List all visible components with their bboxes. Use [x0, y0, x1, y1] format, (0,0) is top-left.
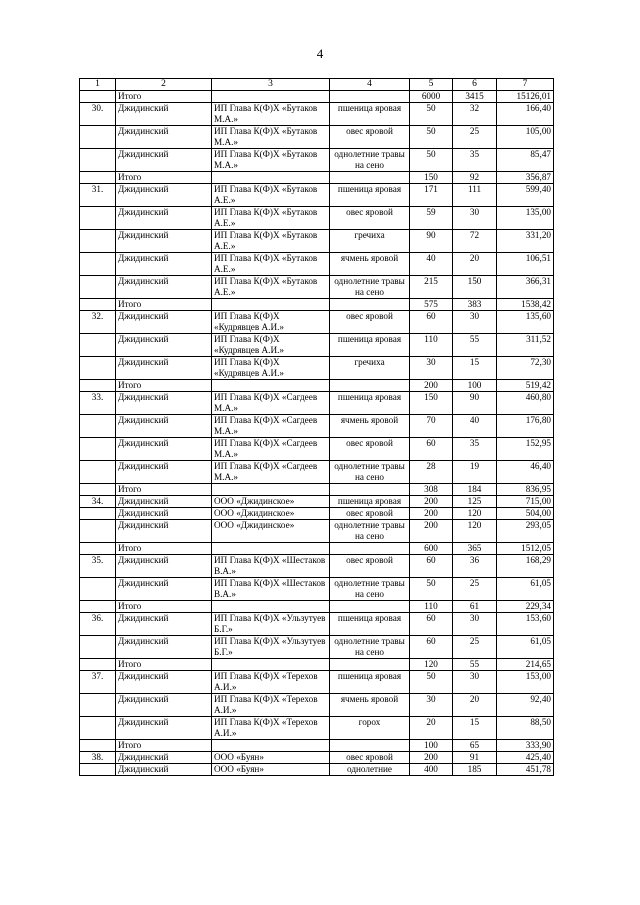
farm-cell: ИП Глава К(Ф)Х «Сагдеев М.А.» [212, 392, 330, 415]
total-label-cell: Итого [116, 91, 212, 103]
farm-cell [212, 659, 330, 671]
district-cell: Джидинский [116, 578, 212, 601]
district-cell: Джидинский [116, 555, 212, 578]
total-col7-cell: 1512,05 [497, 543, 554, 555]
col5-cell: 400 [410, 764, 453, 776]
farm-cell [212, 543, 330, 555]
col7-cell: 599,40 [497, 184, 554, 207]
row-number-cell [80, 172, 116, 184]
col7-cell: 311,52 [497, 334, 554, 357]
farm-cell: ИП Глава К(Ф)Х «Бутаков М.А.» [212, 126, 330, 149]
row-number-cell [80, 299, 116, 311]
farm-cell: ООО «Буян» [212, 764, 330, 776]
col7-cell: 105,00 [497, 126, 554, 149]
row-number-cell [80, 126, 116, 149]
district-cell: Джидинский [116, 717, 212, 740]
row-number-cell: 30. [80, 103, 116, 126]
total-label-cell: Итого [116, 299, 212, 311]
crop-cell [330, 91, 410, 103]
district-cell: Джидинский [116, 103, 212, 126]
table-row [80, 671, 554, 694]
row-number-cell [80, 415, 116, 438]
col5-cell: 50 [410, 149, 453, 172]
crop-cell [330, 601, 410, 613]
col6-cell: 150 [453, 276, 497, 299]
subtotal-row [80, 740, 554, 752]
table-row [80, 636, 554, 659]
col6-cell: 35 [453, 149, 497, 172]
subsidy-table [79, 78, 554, 776]
total-col5-cell: 120 [410, 659, 453, 671]
col7-cell: 331,20 [497, 230, 554, 253]
crop-cell: однолетние травы на сено [330, 578, 410, 601]
district-cell: Джидинский [116, 334, 212, 357]
table-row [80, 613, 554, 636]
col5-cell: 50 [410, 103, 453, 126]
crop-cell: овес яровой [330, 311, 410, 334]
table-row [80, 520, 554, 543]
col5-cell: 200 [410, 752, 453, 764]
col6-cell: 20 [453, 253, 497, 276]
table-row [80, 578, 554, 601]
total-col7-cell: 1538,42 [497, 299, 554, 311]
farm-cell: ИП Глава К(Ф)Х «Бутаков А.Е.» [212, 276, 330, 299]
total-col7-cell: 15126,01 [497, 91, 554, 103]
col6-cell: 125 [453, 496, 497, 508]
crop-cell: однолетние [330, 764, 410, 776]
district-cell: Джидинский [116, 357, 212, 380]
subtotal-row [80, 543, 554, 555]
crop-cell: овес яровой [330, 126, 410, 149]
crop-cell [330, 484, 410, 496]
col7-cell: 176,80 [497, 415, 554, 438]
total-col6-cell: 184 [453, 484, 497, 496]
total-col6-cell: 92 [453, 172, 497, 184]
farm-cell: ИП Глава К(Ф)Х «Терехов А.И.» [212, 717, 330, 740]
col5-cell: 150 [410, 392, 453, 415]
col6-cell: 55 [453, 334, 497, 357]
crop-cell: пшеница яровая [330, 613, 410, 636]
row-number-cell [80, 694, 116, 717]
row-number-cell [80, 438, 116, 461]
total-col5-cell: 575 [410, 299, 453, 311]
total-col7-cell: 356,87 [497, 172, 554, 184]
district-cell: Джидинский [116, 207, 212, 230]
col6-cell: 120 [453, 508, 497, 520]
col5-cell: 110 [410, 334, 453, 357]
total-col5-cell: 308 [410, 484, 453, 496]
district-cell: Джидинский [116, 496, 212, 508]
col6-cell: 120 [453, 520, 497, 543]
col5-cell: 50 [410, 671, 453, 694]
column-header: 4 [330, 79, 410, 91]
row-number-cell [80, 578, 116, 601]
total-label-cell: Итого [116, 659, 212, 671]
col6-cell: 185 [453, 764, 497, 776]
col7-cell: 152,95 [497, 438, 554, 461]
crop-cell: овес яровой [330, 207, 410, 230]
table-row [80, 508, 554, 520]
total-col5-cell: 6000 [410, 91, 453, 103]
total-col6-cell: 3415 [453, 91, 497, 103]
farm-cell: ИП Глава К(Ф)Х «Бутаков А.Е.» [212, 230, 330, 253]
district-cell: Джидинский [116, 520, 212, 543]
subtotal-row [80, 601, 554, 613]
column-header-row [80, 79, 554, 91]
table-row [80, 415, 554, 438]
column-header: 7 [497, 79, 554, 91]
farm-cell: ИП Глава К(Ф)Х «Бутаков А.Е.» [212, 253, 330, 276]
col7-cell: 293,05 [497, 520, 554, 543]
col6-cell: 90 [453, 392, 497, 415]
crop-cell: пшеница яровая [330, 496, 410, 508]
col6-cell: 40 [453, 415, 497, 438]
farm-cell [212, 601, 330, 613]
total-col5-cell: 600 [410, 543, 453, 555]
district-cell: Джидинский [116, 694, 212, 717]
total-label-cell: Итого [116, 543, 212, 555]
farm-cell [212, 484, 330, 496]
row-number-cell: 34. [80, 496, 116, 508]
col7-cell: 715,00 [497, 496, 554, 508]
table-row [80, 461, 554, 484]
crop-cell: пшеница яровая [330, 184, 410, 207]
col5-cell: 90 [410, 230, 453, 253]
col5-cell: 200 [410, 508, 453, 520]
col6-cell: 20 [453, 694, 497, 717]
crop-cell: однолетние травы на сено [330, 149, 410, 172]
page-number: 4 [316, 46, 324, 61]
table-row [80, 555, 554, 578]
farm-cell: ИП Глава К(Ф)Х «Сагдеев М.А.» [212, 415, 330, 438]
farm-cell: ИП Глава К(Ф)Х «Сагдеев М.А.» [212, 438, 330, 461]
col5-cell: 30 [410, 357, 453, 380]
farm-cell [212, 740, 330, 752]
col7-cell: 61,05 [497, 636, 554, 659]
crop-cell: пшеница яровая [330, 103, 410, 126]
table-row [80, 149, 554, 172]
row-number-cell [80, 659, 116, 671]
farm-cell [212, 91, 330, 103]
farm-cell: ООО «Джидинское» [212, 496, 330, 508]
subtotal-row [80, 299, 554, 311]
row-number-cell [80, 543, 116, 555]
row-number-cell [80, 276, 116, 299]
table-row [80, 392, 554, 415]
col6-cell: 15 [453, 357, 497, 380]
row-number-cell [80, 253, 116, 276]
crop-cell: однолетние травы на сено [330, 520, 410, 543]
total-col6-cell: 365 [453, 543, 497, 555]
row-number-cell: 36. [80, 613, 116, 636]
row-number-cell: 35. [80, 555, 116, 578]
table-row [80, 496, 554, 508]
crop-cell: овес яровой [330, 508, 410, 520]
row-number-cell [80, 764, 116, 776]
total-label-cell: Итого [116, 380, 212, 392]
col5-cell: 60 [410, 636, 453, 659]
col6-cell: 30 [453, 671, 497, 694]
crop-cell: ячмень яровой [330, 694, 410, 717]
district-cell: Джидинский [116, 636, 212, 659]
farm-cell [212, 299, 330, 311]
crop-cell: овес яровой [330, 555, 410, 578]
row-number-cell [80, 380, 116, 392]
col7-cell: 153,60 [497, 613, 554, 636]
row-number-cell [80, 484, 116, 496]
total-col7-cell: 214,65 [497, 659, 554, 671]
col7-cell: 153,00 [497, 671, 554, 694]
crop-cell: пшеница яровая [330, 392, 410, 415]
district-cell: Джидинский [116, 671, 212, 694]
col5-cell: 59 [410, 207, 453, 230]
row-number-cell: 31. [80, 184, 116, 207]
subtotal-row [80, 380, 554, 392]
farm-cell: ИП Глава К(Ф)Х «Шестаков В.А.» [212, 578, 330, 601]
col7-cell: 135,60 [497, 311, 554, 334]
crop-cell: однолетние травы на сено [330, 461, 410, 484]
col6-cell: 111 [453, 184, 497, 207]
col7-cell: 425,40 [497, 752, 554, 764]
col7-cell: 92,40 [497, 694, 554, 717]
row-number-cell: 32. [80, 311, 116, 334]
col5-cell: 40 [410, 253, 453, 276]
crop-cell: овес яровой [330, 438, 410, 461]
farm-cell: ИП Глава К(Ф)Х «Сагдеев М.А.» [212, 461, 330, 484]
district-cell: Джидинский [116, 438, 212, 461]
col6-cell: 25 [453, 126, 497, 149]
district-cell: Джидинский [116, 311, 212, 334]
col7-cell: 106,51 [497, 253, 554, 276]
table-row [80, 334, 554, 357]
table-row [80, 694, 554, 717]
district-cell: Джидинский [116, 276, 212, 299]
table-row [80, 207, 554, 230]
col7-cell: 166,40 [497, 103, 554, 126]
table-row [80, 184, 554, 207]
col6-cell: 25 [453, 578, 497, 601]
crop-cell [330, 299, 410, 311]
col5-cell: 70 [410, 415, 453, 438]
crop-cell [330, 543, 410, 555]
column-header: 1 [80, 79, 116, 91]
col5-cell: 28 [410, 461, 453, 484]
table-row [80, 230, 554, 253]
crop-cell [330, 380, 410, 392]
crop-cell: однолетние травы на сено [330, 276, 410, 299]
col5-cell: 50 [410, 578, 453, 601]
farm-cell: ИП Глава К(Ф)Х «Кудрявцев А.И.» [212, 334, 330, 357]
col6-cell: 36 [453, 555, 497, 578]
col7-cell: 460,80 [497, 392, 554, 415]
farm-cell: ИП Глава К(Ф)Х «Терехов А.И.» [212, 671, 330, 694]
col6-cell: 91 [453, 752, 497, 764]
total-col6-cell: 100 [453, 380, 497, 392]
column-header: 5 [410, 79, 453, 91]
col6-cell: 30 [453, 311, 497, 334]
farm-cell: ИП Глава К(Ф)Х «Бутаков М.А.» [212, 103, 330, 126]
subtotal-row [80, 484, 554, 496]
col7-cell: 135,00 [497, 207, 554, 230]
total-col6-cell: 383 [453, 299, 497, 311]
district-cell: Джидинский [116, 752, 212, 764]
table-row [80, 357, 554, 380]
col7-cell: 85,47 [497, 149, 554, 172]
col6-cell: 35 [453, 438, 497, 461]
table-row [80, 438, 554, 461]
total-col5-cell: 200 [410, 380, 453, 392]
col7-cell: 88,50 [497, 717, 554, 740]
district-cell: Джидинский [116, 149, 212, 172]
total-col6-cell: 55 [453, 659, 497, 671]
district-cell: Джидинский [116, 613, 212, 636]
col6-cell: 19 [453, 461, 497, 484]
col7-cell: 366,31 [497, 276, 554, 299]
col5-cell: 60 [410, 613, 453, 636]
crop-cell: пшеница яровая [330, 671, 410, 694]
total-col6-cell: 61 [453, 601, 497, 613]
row-number-cell [80, 357, 116, 380]
col6-cell: 72 [453, 230, 497, 253]
table-row [80, 103, 554, 126]
table-row [80, 764, 554, 776]
crop-cell [330, 172, 410, 184]
col5-cell: 30 [410, 694, 453, 717]
farm-cell: ИП Глава К(Ф)Х «Бутаков А.Е.» [212, 207, 330, 230]
table-row [80, 752, 554, 764]
col7-cell: 168,29 [497, 555, 554, 578]
farm-cell: ИП Глава К(Ф)Х «Ульзутуев Б.Г.» [212, 613, 330, 636]
farm-cell: ИП Глава К(Ф)Х «Терехов А.И.» [212, 694, 330, 717]
col6-cell: 32 [453, 103, 497, 126]
col5-cell: 215 [410, 276, 453, 299]
col5-cell: 60 [410, 311, 453, 334]
col7-cell: 72,30 [497, 357, 554, 380]
row-number-cell [80, 334, 116, 357]
total-label-cell: Итого [116, 172, 212, 184]
district-cell: Джидинский [116, 184, 212, 207]
col6-cell: 30 [453, 613, 497, 636]
row-number-cell [80, 636, 116, 659]
col7-cell: 46,40 [497, 461, 554, 484]
farm-cell: ИП Глава К(Ф)Х «Ульзутуев Б.Г.» [212, 636, 330, 659]
district-cell: Джидинский [116, 764, 212, 776]
district-cell: Джидинский [116, 461, 212, 484]
crop-cell [330, 740, 410, 752]
col7-cell: 504,00 [497, 508, 554, 520]
farm-cell: ООО «Джидинское» [212, 508, 330, 520]
col5-cell: 60 [410, 438, 453, 461]
district-cell: Джидинский [116, 126, 212, 149]
col7-cell: 61,05 [497, 578, 554, 601]
farm-cell [212, 380, 330, 392]
row-number-cell [80, 601, 116, 613]
farm-cell: ИП Глава К(Ф)Х «Бутаков А.Е.» [212, 184, 330, 207]
row-number-cell [80, 207, 116, 230]
farm-cell: ООО «Джидинское» [212, 520, 330, 543]
crop-cell: ячмень яровой [330, 253, 410, 276]
table-row [80, 126, 554, 149]
subtotal-row [80, 172, 554, 184]
row-number-cell [80, 230, 116, 253]
col5-cell: 20 [410, 717, 453, 740]
subtotal-row [80, 91, 554, 103]
table-row [80, 276, 554, 299]
row-number-cell [80, 149, 116, 172]
total-col5-cell: 150 [410, 172, 453, 184]
col7-cell: 451,78 [497, 764, 554, 776]
district-cell: Джидинский [116, 415, 212, 438]
crop-cell: гречиха [330, 357, 410, 380]
subtotal-row [80, 659, 554, 671]
col5-cell: 171 [410, 184, 453, 207]
column-header: 2 [116, 79, 212, 91]
col6-cell: 25 [453, 636, 497, 659]
column-header: 6 [453, 79, 497, 91]
col5-cell: 50 [410, 126, 453, 149]
district-cell: Джидинский [116, 392, 212, 415]
district-cell: Джидинский [116, 508, 212, 520]
col5-cell: 60 [410, 555, 453, 578]
farm-cell: ООО «Буян» [212, 752, 330, 764]
row-number-cell [80, 508, 116, 520]
farm-cell [212, 172, 330, 184]
table-row [80, 253, 554, 276]
total-col7-cell: 519,42 [497, 380, 554, 392]
farm-cell: ИП Глава К(Ф)Х «Бутаков М.А.» [212, 149, 330, 172]
crop-cell: ячмень яровой [330, 415, 410, 438]
crop-cell: гречиха [330, 230, 410, 253]
table-row [80, 717, 554, 740]
total-col5-cell: 110 [410, 601, 453, 613]
total-col6-cell: 65 [453, 740, 497, 752]
row-number-cell [80, 740, 116, 752]
col5-cell: 200 [410, 520, 453, 543]
total-col5-cell: 100 [410, 740, 453, 752]
row-number-cell: 38. [80, 752, 116, 764]
col5-cell: 200 [410, 496, 453, 508]
district-cell: Джидинский [116, 230, 212, 253]
total-col7-cell: 333,90 [497, 740, 554, 752]
crop-cell [330, 659, 410, 671]
farm-cell: ИП Глава К(Ф)Х «Кудрявцев А.И.» [212, 357, 330, 380]
crop-cell: горох [330, 717, 410, 740]
column-header: 3 [212, 79, 330, 91]
district-cell: Джидинский [116, 253, 212, 276]
crop-cell: овес яровой [330, 752, 410, 764]
row-number-cell: 37. [80, 671, 116, 694]
row-number-cell [80, 91, 116, 103]
col6-cell: 30 [453, 207, 497, 230]
farm-cell: ИП Глава К(Ф)Х «Шестаков В.А.» [212, 555, 330, 578]
row-number-cell [80, 717, 116, 740]
total-label-cell: Итого [116, 484, 212, 496]
crop-cell: пшеница яровая [330, 334, 410, 357]
total-col7-cell: 836,95 [497, 484, 554, 496]
table-body [80, 79, 554, 776]
table-row [80, 311, 554, 334]
crop-cell: однолетние травы на сено [330, 636, 410, 659]
row-number-cell [80, 461, 116, 484]
farm-cell: ИП Глава К(Ф)Х «Кудрявцев А.И.» [212, 311, 330, 334]
col6-cell: 15 [453, 717, 497, 740]
total-col7-cell: 229,34 [497, 601, 554, 613]
row-number-cell: 33. [80, 392, 116, 415]
row-number-cell [80, 520, 116, 543]
total-label-cell: Итого [116, 740, 212, 752]
total-label-cell: Итого [116, 601, 212, 613]
